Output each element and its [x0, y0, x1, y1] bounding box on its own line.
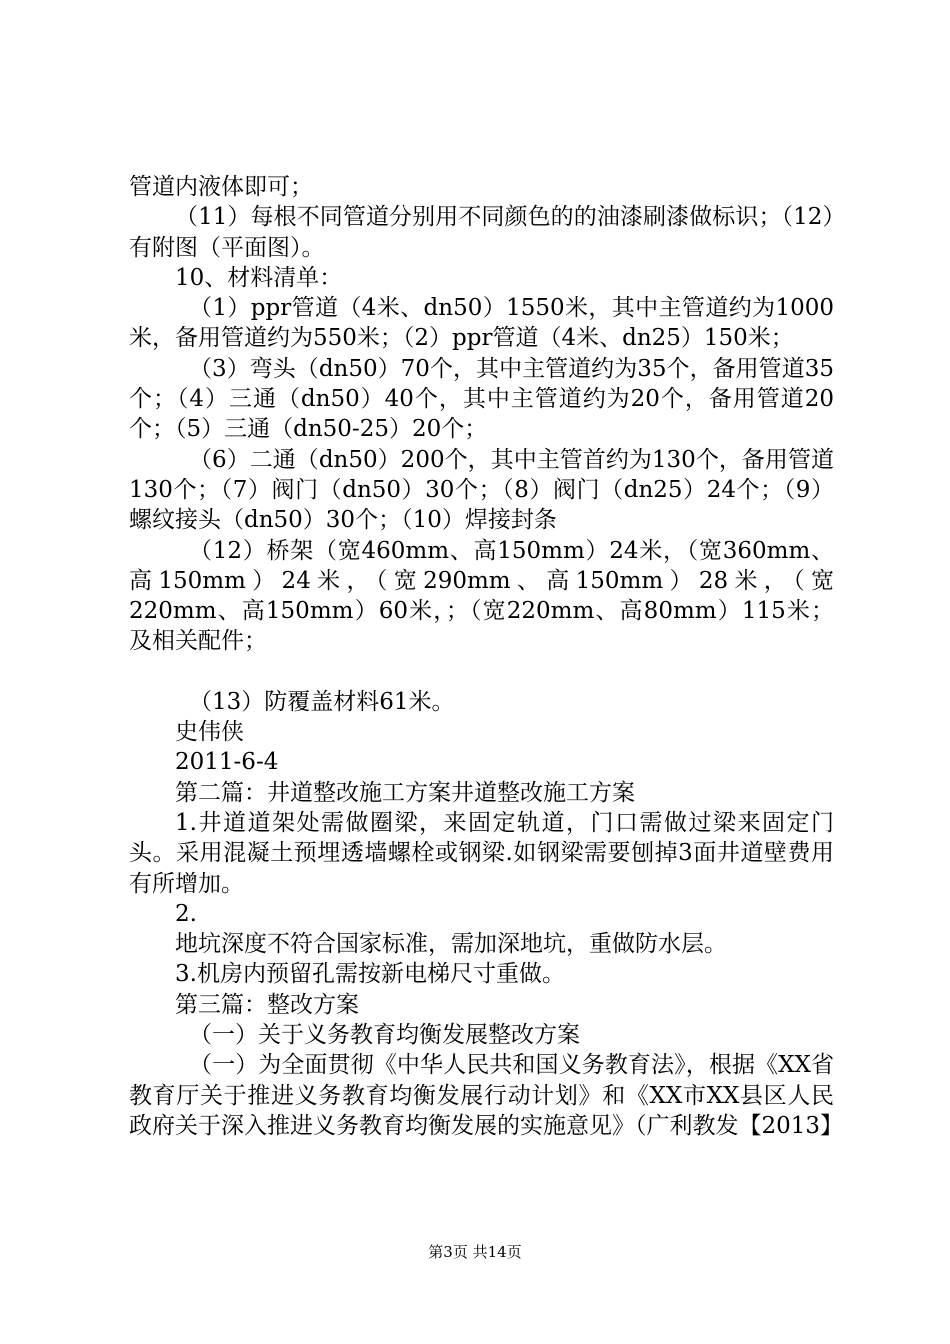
- section-heading: 第三篇：整改方案: [175, 991, 359, 1018]
- paragraph: （1）ppr管道（4米、dn50）1550米，其中主管道约为1000米，备用管道约为550米；（2）ppr管道（4米、dn25）150米；: [129, 295, 834, 352]
- document-body: [129, 172, 844, 1141]
- page-number: 第3页 共14页: [428, 1243, 522, 1261]
- document-date: 2011-6-4: [175, 749, 279, 776]
- paragraph: 10、材料清单：: [175, 264, 343, 291]
- paragraph: 1.井道道架处需做圈梁，来固定轨道，门口需做过梁来固定门头。采用混凝土预埋透墙螺栓或钢梁.如钢梁需要刨掉3面井道壁费用有所增加。: [129, 809, 834, 897]
- page-footer: [0, 1242, 950, 1262]
- paragraph: 地坑深度不符合国家标准，需加深地坑，重做防水层。: [175, 931, 727, 958]
- paragraph: （12）桥架（宽460mm、高150mm）24米，（宽360mm、高150mm）24米，（宽290mm、高150mm）28米，（宽220mm、高150mm）60米，；（宽220mm、高80mm）115米；及相关配件；: [129, 537, 834, 655]
- section-heading: 第二篇：井道整改施工方案井道整改施工方案: [175, 779, 635, 806]
- paragraph: （一）为全面贯彻《中华人民共和国义务教育法》，根据《XX省教育厅关于推进义务教育均衡发展行动计划》和《XX市XX县区人民政府关于深入推进义务教育均衡发展的实施意见》（广利教发【2013】: [129, 1052, 844, 1139]
- paragraph: （3）弯头（dn50）70个，其中主管道约为35个，备用管道35个；（4）三通（dn50）40个，其中主管道约为20个，备用管道20个；（5）三通（dn50-25）20个；: [129, 355, 834, 443]
- paragraph-spacer: [129, 657, 834, 687]
- sub-heading: （一）关于义务教育均衡发展整改方案: [189, 1022, 580, 1049]
- paragraph: 2.: [175, 900, 197, 927]
- paragraph: 管道内液体即可；: [129, 174, 313, 200]
- paragraph: （6）二通（dn50）200个，其中主管首约为130个，备用管道130个；（7）阀门（dn50）30个；（8）阀门（dn25）24个；（9）螺纹接头（dn50）30个；（10）焊接封条: [129, 446, 834, 534]
- author-signature: 史伟侠: [175, 719, 244, 746]
- paragraph: 3.机房内预留孔需按新电梯尺寸重做。: [175, 961, 565, 988]
- paragraph: （13）防覆盖材料61米。: [189, 688, 455, 715]
- paragraph: （11）每根不同管道分别用不同颜色的的油漆刷漆做标识；（12）有附图（平面图）。: [129, 204, 834, 261]
